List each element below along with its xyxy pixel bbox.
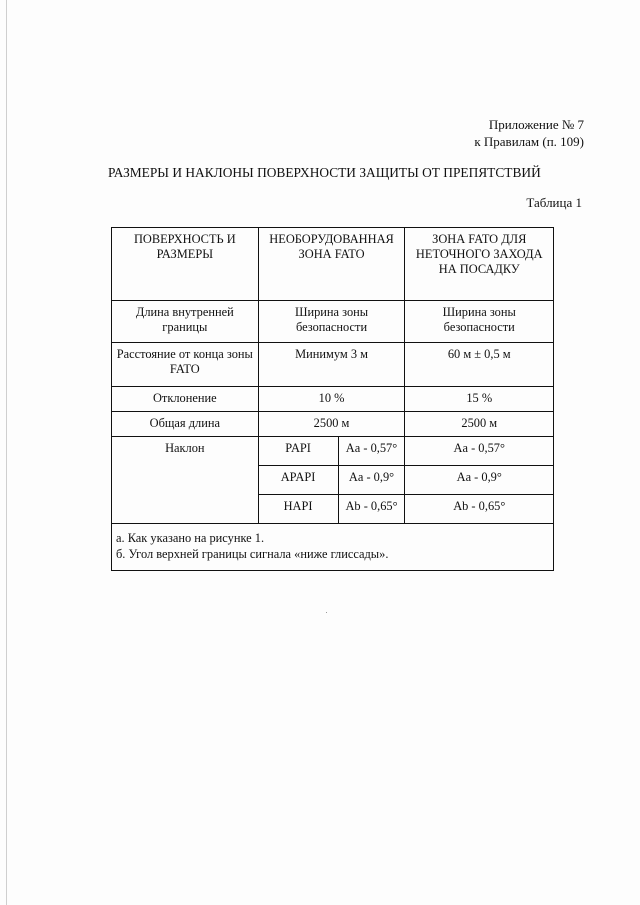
- table-header-row: [112, 228, 554, 301]
- row-label: Общая длина: [112, 412, 259, 437]
- table-cell: 15 %: [405, 387, 554, 412]
- slope-value: Ab - 0,65°: [338, 495, 405, 524]
- row-label: Длина внутренней границы: [112, 301, 259, 343]
- table-row: [112, 412, 554, 437]
- appendix-reference: [474, 116, 584, 150]
- slope-value: Aa - 0,57°: [338, 437, 405, 466]
- table-label: Таблица 1: [526, 195, 582, 210]
- scan-speck: [326, 612, 327, 613]
- notes-row: [112, 524, 554, 571]
- note-item: б. Угол верхней границы сигнала «ниже глиссады».: [116, 547, 389, 561]
- table-row: [112, 343, 554, 387]
- appendix-line-2: к Правилам (п. 109): [474, 134, 584, 149]
- table-cell: 60 м ± 0,5 м: [405, 343, 554, 387]
- row-label: Расстояние от конца зоны FATO: [112, 343, 259, 387]
- row-label: Наклон: [112, 437, 259, 524]
- slope-system: HAPI: [258, 495, 338, 524]
- page-edge: [6, 0, 7, 905]
- slope-value: Aa - 0,9°: [405, 466, 554, 495]
- table-cell: 10 %: [258, 387, 405, 412]
- table-row: [112, 301, 554, 343]
- header-cell: ЗОНА FATO ДЛЯ НЕТОЧНОГО ЗАХОДА НА ПОСАДКУ: [405, 228, 554, 301]
- table-cell: 2500 м: [258, 412, 405, 437]
- dimensions-table: [111, 227, 554, 571]
- slope-system: APAPI: [258, 466, 338, 495]
- slope-system: PAPI: [258, 437, 338, 466]
- note-item: а. Как указано на рисунке 1.: [116, 531, 265, 545]
- table-row: [112, 387, 554, 412]
- slope-value: Ab - 0,65°: [405, 495, 554, 524]
- row-label: Отклонение: [112, 387, 259, 412]
- header-cell: ПОВЕРХНОСТЬ И РАЗМЕРЫ: [112, 228, 259, 301]
- table-cell: 2500 м: [405, 412, 554, 437]
- table-cell: Ширина зоны безопасности: [405, 301, 554, 343]
- slope-value: Aa - 0,57°: [405, 437, 554, 466]
- slope-row: [112, 437, 554, 466]
- header-cell: НЕОБОРУДОВАННАЯ ЗОНА FATO: [258, 228, 405, 301]
- appendix-line-1: Приложение № 7: [488, 117, 584, 132]
- table-notes: [112, 524, 554, 571]
- document-title: РАЗМЕРЫ И НАКЛОНЫ ПОВЕРХНОСТИ ЗАЩИТЫ ОТ ПРЕПЯТСТВИЙ: [108, 165, 541, 180]
- slope-value: Aa - 0,9°: [338, 466, 405, 495]
- table-cell: Ширина зоны безопасности: [258, 301, 405, 343]
- table-cell: Минимум 3 м: [258, 343, 405, 387]
